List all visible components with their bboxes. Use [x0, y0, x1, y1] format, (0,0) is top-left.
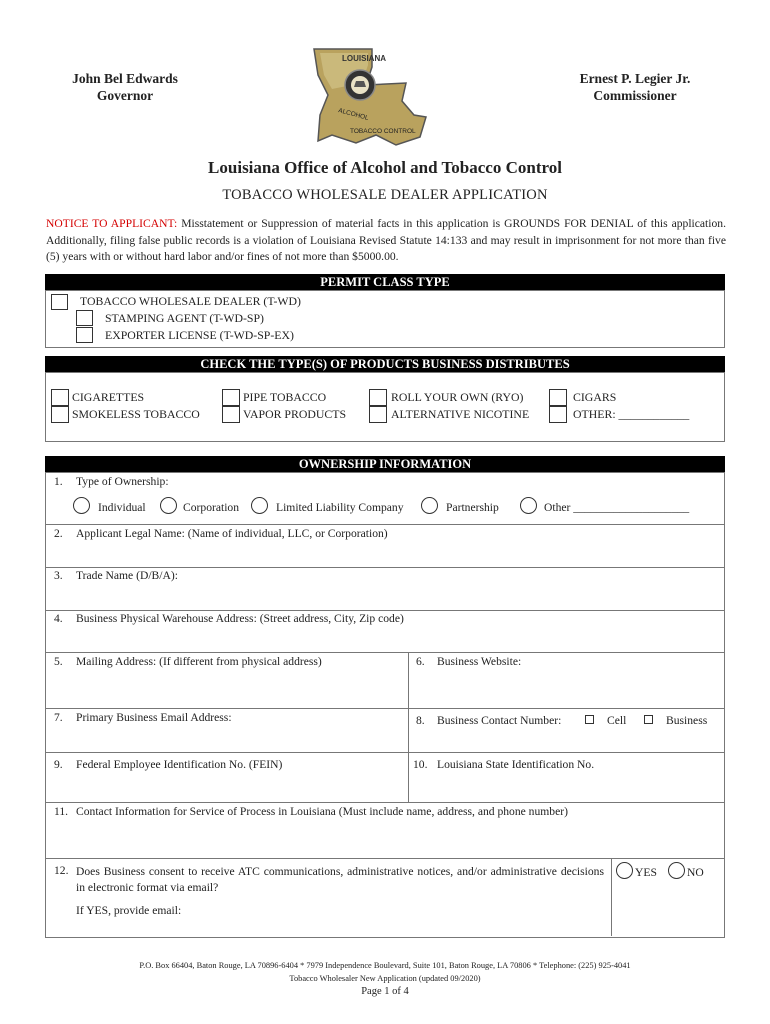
ryo-label: ROLL YOUR OWN (RYO)	[391, 390, 524, 404]
q6-number: 6.	[416, 655, 425, 668]
commissioner-block	[560, 70, 710, 104]
q9-label[interactable]: Federal Employee Identification No. (FEIN)	[76, 758, 283, 771]
application-title: TOBACCO WHOLESALE DEALER APPLICATION	[222, 187, 548, 203]
cigarettes-label: CIGARETTES	[72, 390, 145, 404]
footer-form-name: Tobacco Wholesaler New Application (updated 09/2020)	[289, 974, 481, 983]
ownership-individual-label: Individual	[98, 501, 146, 514]
ownership-llc-radio[interactable]	[251, 497, 268, 514]
cell-label: Cell	[607, 714, 627, 727]
other-product-checkbox[interactable]	[549, 406, 567, 423]
products-heading: CHECK THE TYPE(S) OF PRODUCTS BUSINESS DISTRIBUTES	[45, 356, 725, 372]
atc-logo	[310, 45, 430, 155]
commissioner-name: Ernest P. Legier Jr.	[579, 71, 691, 86]
governor-name: John Bel Edwards	[72, 71, 178, 86]
q5-number: 5.	[54, 655, 63, 668]
notice-label: NOTICE TO APPLICANT:	[46, 217, 178, 230]
q12-label: Does Business consent to receive ATC communications, administrative notices, and/or administrative decisions in electronic format via email?	[76, 865, 604, 894]
ownership-heading: OWNERSHIP INFORMATION	[45, 456, 725, 472]
row-divider	[45, 708, 725, 709]
q3-label[interactable]: Trade Name (D/B/A):	[76, 569, 178, 582]
smokeless-label: SMOKELESS TOBACCO	[72, 407, 200, 421]
pipe-tobacco-checkbox[interactable]	[222, 389, 240, 406]
cigars-label: CIGARS	[573, 390, 617, 404]
permit-twd-label: TOBACCO WHOLESALE DEALER (T-WD)	[80, 294, 301, 308]
ownership-corporation-label: Corporation	[183, 501, 240, 514]
q2-label[interactable]: Applicant Legal Name: (Name of individual, LLC, or Corporation)	[76, 527, 388, 540]
ownership-partnership-label: Partnership	[446, 501, 499, 514]
column-divider	[408, 652, 409, 802]
q5-label[interactable]: Mailing Address: (If different from physical address)	[76, 655, 322, 668]
permit-twdsp-checkbox[interactable]	[76, 310, 93, 326]
governor-title: Governor	[96, 88, 154, 103]
q7-number: 7.	[54, 711, 63, 724]
logo-mid-text: ALCOHOL	[337, 107, 370, 122]
q2-number: 2.	[54, 527, 63, 540]
q3-number: 3.	[54, 569, 63, 582]
pipe-tobacco-label: PIPE TOBACCO	[243, 390, 327, 404]
row-divider	[45, 652, 725, 653]
smokeless-checkbox[interactable]	[51, 406, 69, 423]
q10-number: 10.	[413, 758, 428, 771]
q8-number: 8.	[416, 714, 425, 727]
business-phone-checkbox[interactable]	[644, 715, 653, 724]
vapor-checkbox[interactable]	[222, 406, 240, 423]
ownership-corporation-radio[interactable]	[160, 497, 177, 514]
consent-yes-label: YES	[635, 866, 657, 879]
row-divider	[45, 610, 725, 611]
row-divider	[45, 567, 725, 568]
permit-twdspex-label: EXPORTER LICENSE (T-WD-SP-EX)	[105, 328, 294, 342]
commissioner-title: Commissioner	[593, 88, 677, 103]
notice-text: Misstatement or Suppression of material facts in this application is GROUNDS FOR DENIAL of this application. Additionally, filing false public records is a violation of Louisiana Revised Statute 14:133 and may result in imprisonment for not more than five (5) years with or without hard labor and/or fines of not more than $5000.00.	[46, 217, 726, 263]
footer-address: P.O. Box 66404, Baton Rouge, LA 70896-6404 * 7979 Independence Boulevard, Suite 101, Baton Rouge, LA 70806 * Telephone: (225) 925-4041	[139, 961, 631, 970]
row-divider	[45, 802, 725, 803]
row-divider	[45, 524, 725, 525]
notice	[46, 216, 726, 266]
vapor-label: VAPOR PRODUCTS	[243, 407, 347, 421]
logo-bottom-text: TOBACCO CONTROL	[350, 128, 416, 135]
consent-no-label: NO	[687, 866, 704, 879]
cell-checkbox[interactable]	[585, 715, 594, 724]
cigarettes-checkbox[interactable]	[51, 389, 69, 406]
q10-label[interactable]: Louisiana State Identification No.	[437, 758, 595, 771]
permit-twdspex-checkbox[interactable]	[76, 327, 93, 343]
row-divider	[45, 752, 725, 753]
q12-email-label[interactable]: If YES, provide email:	[76, 904, 182, 917]
q7-label[interactable]: Primary Business Email Address:	[76, 711, 232, 724]
q11-label[interactable]: Contact Information for Service of Process in Louisiana (Must include name, address, and phone number)	[76, 805, 568, 818]
page-number: Page 1 of 4	[361, 986, 409, 997]
permit-twd-checkbox[interactable]	[51, 294, 68, 310]
row-divider	[45, 858, 725, 859]
q11-number: 11.	[54, 805, 69, 818]
business-phone-label: Business	[666, 714, 708, 727]
governor-block	[55, 70, 195, 104]
office-title: Louisiana Office of Alcohol and Tobacco Control	[208, 158, 562, 177]
ryo-checkbox[interactable]	[369, 389, 387, 406]
logo-top-text: LOUISIANA	[342, 54, 386, 63]
q1-label: Type of Ownership:	[76, 475, 169, 488]
consent-yes-radio[interactable]	[616, 862, 633, 879]
consent-no-radio[interactable]	[668, 862, 685, 879]
other-product-label: OTHER: ____________	[573, 407, 690, 421]
q8-label[interactable]: Business Contact Number:	[437, 714, 562, 727]
ownership-partnership-radio[interactable]	[421, 497, 438, 514]
alt-nicotine-label: ALTERNATIVE NICOTINE	[391, 407, 530, 421]
q6-label[interactable]: Business Website:	[437, 655, 522, 668]
q9-number: 9.	[54, 758, 63, 771]
q4-number: 4.	[54, 612, 63, 625]
alt-nicotine-checkbox[interactable]	[369, 406, 387, 423]
q4-label[interactable]: Business Physical Warehouse Address: (Street address, City, Zip code)	[76, 612, 404, 625]
cigars-checkbox[interactable]	[549, 389, 567, 406]
permit-twdsp-label: STAMPING AGENT (T-WD-SP)	[105, 311, 264, 325]
ownership-llc-label: Limited Liability Company	[276, 501, 404, 514]
q12-number: 12.	[54, 864, 69, 877]
ownership-other-label: Other ____________________	[544, 501, 690, 514]
permit-heading: PERMIT CLASS TYPE	[45, 274, 725, 290]
ownership-individual-radio[interactable]	[73, 497, 90, 514]
column-divider	[611, 858, 612, 936]
q1-number: 1.	[54, 475, 63, 488]
ownership-other-radio[interactable]	[520, 497, 537, 514]
